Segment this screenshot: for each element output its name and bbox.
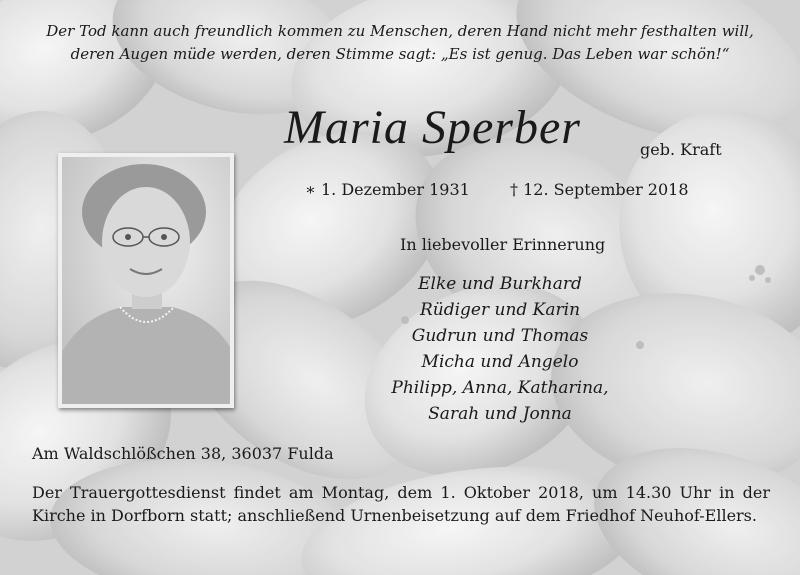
deceased-name: Maria Sperber	[284, 101, 581, 154]
birth-name: geb. Kraft	[640, 140, 722, 159]
mourner-line: Gudrun und Thomas	[411, 326, 589, 346]
quote-line-1: Der Tod kann auch freundlich kommen zu Menschen, deren Hand nicht mehr festhalten will,	[46, 22, 754, 40]
service-announcement: Der Trauergottesdienst findet am Montag, dem 1. Oktober 2018, um 14.30 Uhr in der Kirche in Dorfborn statt; anschließend Urnenbeisetzung auf dem Friedhof Neuhof-Ellers.	[32, 483, 770, 525]
mourner-line: Rüdiger und Karin	[419, 300, 581, 320]
mourner-line: Sarah und Jonna	[428, 404, 572, 424]
portrait-photo-frame	[58, 153, 234, 408]
quote	[20, 20, 780, 66]
mourner-line: Philipp, Anna, Katharina,	[391, 378, 609, 398]
birth-date: ∗ 1. Dezember 1931	[305, 180, 470, 199]
death-date: † 12. September 2018	[510, 180, 689, 199]
memory-heading: In liebevoller Erinnerung	[400, 235, 606, 254]
quote-line-2: deren Augen müde werden, deren Stimme sagt: „Es ist genug. Das Leben war schön!“	[70, 45, 730, 63]
address: Am Waldschlößchen 38, 36037 Fulda	[32, 444, 334, 463]
mourner-line: Micha und Angelo	[421, 352, 579, 372]
portrait-photo	[62, 157, 230, 404]
mourners-list	[370, 271, 630, 427]
mourner-line: Elke und Burkhard	[418, 274, 582, 294]
